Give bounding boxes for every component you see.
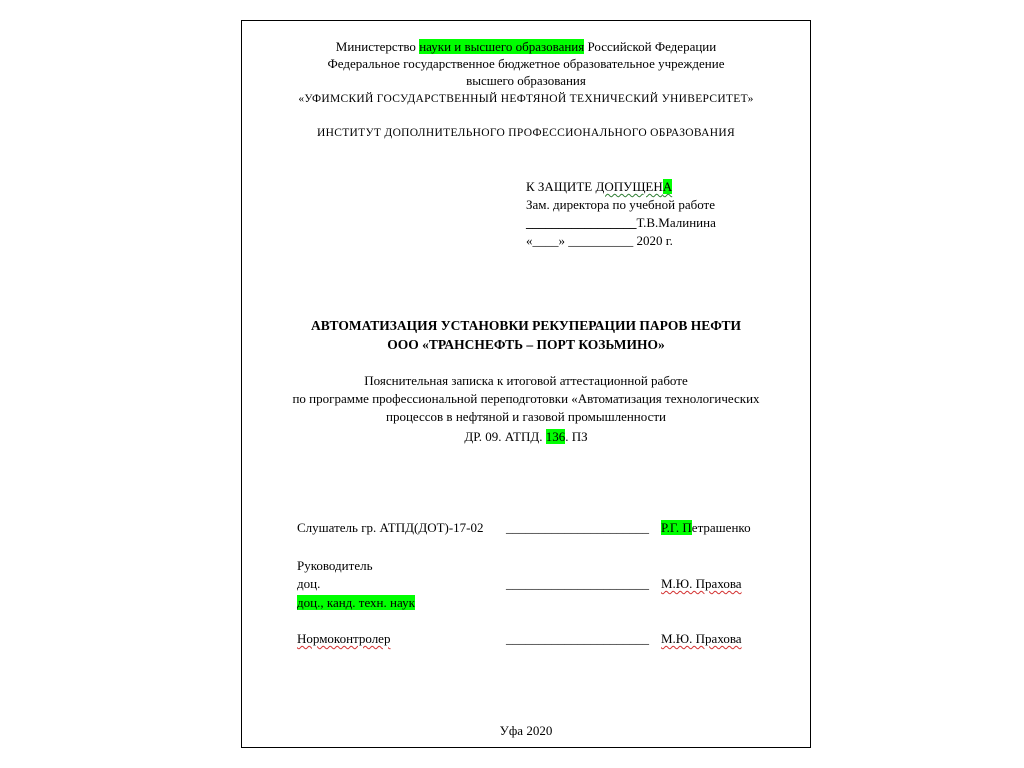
document-code <box>242 429 810 445</box>
supervisor-title: доц. <box>297 576 321 591</box>
education-level-line: высшего образования <box>466 73 586 88</box>
document-code-prefix: ДР. 09. АТПД. <box>464 429 546 444</box>
approver-signature-blank: _________________ <box>526 215 637 230</box>
description-line-3: процессов в нефтяной и газовой промышленности <box>386 409 666 424</box>
student-name <box>661 520 751 536</box>
approver-position: Зам. директора по учебной работе <box>526 197 715 212</box>
approval-heading <box>526 179 672 195</box>
student-signature-blank: ______________________ <box>506 520 649 535</box>
approval-word: ДОПУЩЕНА <box>595 179 673 194</box>
supervisor-degree-highlight: доц., канд. техн. наук <box>297 595 415 610</box>
student-label: Слушатель гр. АТПД(ДОТ)-17-02 <box>297 520 484 535</box>
supervisor-label: Руководитель <box>297 558 373 573</box>
normcontrol-signature-blank: ______________________ <box>506 631 649 646</box>
city-year: Уфа 2020 <box>499 723 553 738</box>
normcontrol-label: Нормоконтролер <box>297 631 391 646</box>
description-line-1: Пояснительная записка к итоговой аттестационной работе <box>364 373 688 388</box>
ministry-line <box>242 39 810 55</box>
description-line-2: по программе профессиональной переподготовки «Автоматизация технологических <box>292 391 760 406</box>
document-code-suffix: . ПЗ <box>565 429 588 444</box>
supervisor-signature-blank: ______________________ <box>506 576 649 591</box>
institute-name: ИНСТИТУТ ДОПОЛНИТЕЛЬНОГО ПРОФЕССИОНАЛЬНОГО ОБРАЗОВАНИЯ <box>317 127 735 139</box>
ministry-highlight: науки и высшего образования <box>419 39 585 54</box>
normcontrol-name: М.Ю. Прахова <box>661 631 742 646</box>
supervisor-name: М.Ю. Прахова <box>661 576 742 591</box>
thesis-title-line-2: ООО «ТРАНСНЕФТЬ – ПОРТ КОЗЬМИНО» <box>387 337 665 352</box>
ministry-prefix: Министерство <box>335 39 420 54</box>
approval-prefix: К ЗАЩИТЕ <box>526 179 596 194</box>
student-name-rest: етрашенко <box>691 520 751 535</box>
approver-name: Т.В.Малинина <box>636 215 716 230</box>
document-page <box>241 20 811 748</box>
thesis-title-line-1: АВТОМАТИЗАЦИЯ УСТАНОВКИ РЕКУПЕРАЦИИ ПАРОВ НЕФТИ <box>310 318 742 333</box>
approver-signature-line <box>526 215 716 231</box>
student-name-highlight: Р.Г. П <box>661 520 692 535</box>
supervisor-degree <box>297 595 415 611</box>
institution-type-line: Федеральное государственное бюджетное образовательное учреждение <box>327 56 725 71</box>
document-code-highlight: 136 <box>545 429 566 444</box>
approval-highlight: А <box>662 179 673 194</box>
ministry-suffix: Российской Федерации <box>584 39 717 54</box>
university-name: «УФИМСКИЙ ГОСУДАРСТВЕННЫЙ НЕФТЯНОЙ ТЕХНИЧЕСКИЙ УНИВЕРСИТЕТ» <box>298 93 754 105</box>
approval-date: «____» __________ 2020 г. <box>526 233 673 248</box>
